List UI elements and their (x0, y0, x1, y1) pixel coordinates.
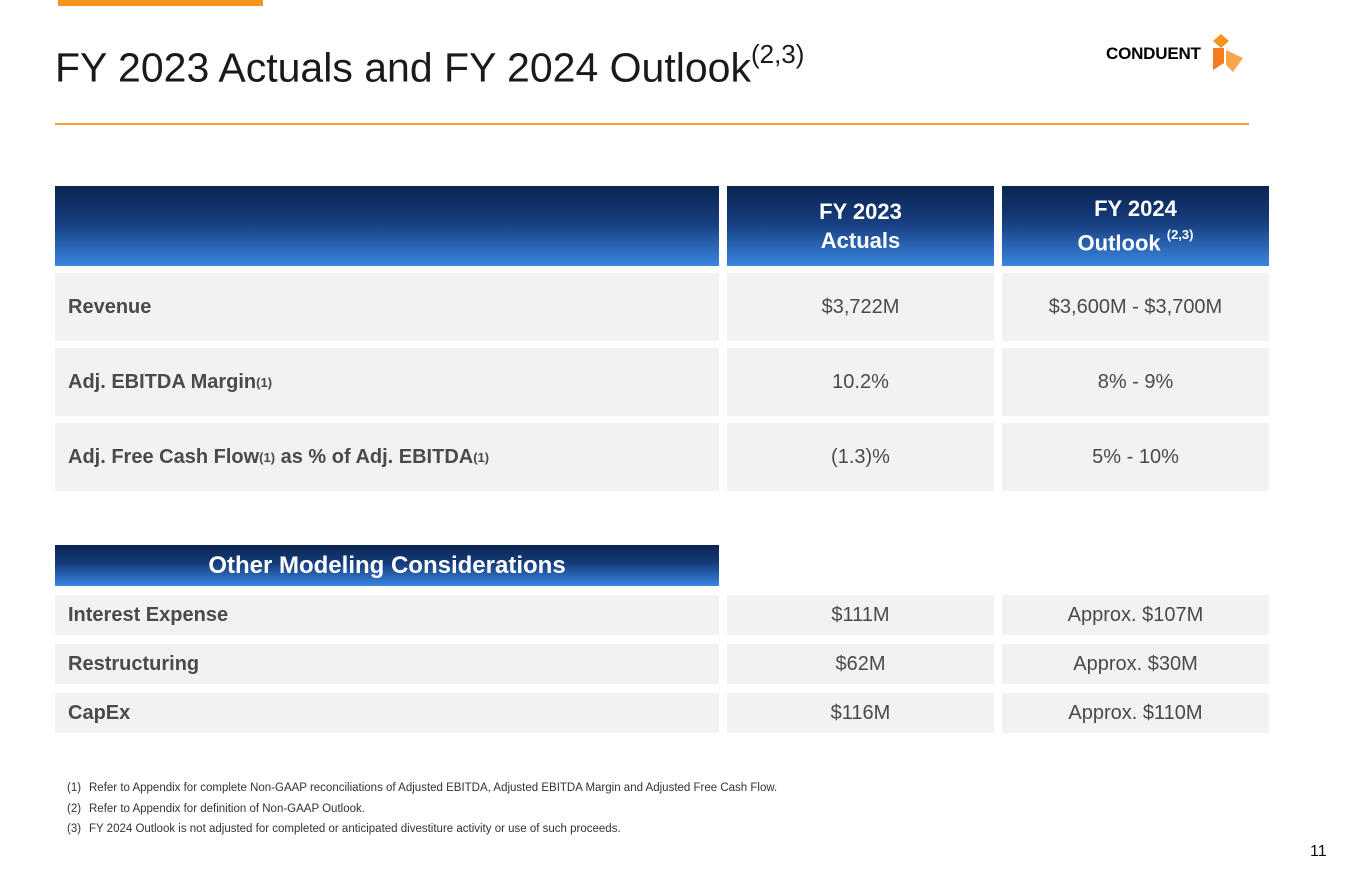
header-fy2024-line1: FY 2024 (1094, 196, 1177, 222)
cell-value: 10.2% (832, 370, 889, 393)
page-title-text: FY 2023 Actuals and FY 2024 Outlook (55, 44, 751, 91)
cell-value: Approx. $110M (1068, 701, 1203, 724)
cell-value: $3,722M (821, 295, 900, 318)
table-row-capex-actual (727, 693, 994, 733)
cell-value: $111M (831, 603, 890, 626)
footnote-text: FY 2024 Outlook is not adjusted for completed or anticipated divestiture activity or use of such proceeds. (89, 823, 621, 835)
cell-value: Approx. $30M (1073, 652, 1198, 675)
top-accent-bar (58, 0, 263, 6)
table-row-interest-label (55, 595, 719, 635)
cell-value: 5% - 10% (1092, 445, 1179, 468)
footnote-3 (67, 823, 777, 844)
row-label: CapEx (68, 701, 131, 724)
title-divider (55, 123, 1249, 125)
footnote-text: Refer to Appendix for definition of Non-GAAP Outlook. (89, 802, 365, 815)
page-title (55, 39, 805, 92)
table-row-ebitda-margin-actual (727, 348, 994, 416)
table-row-ebitda-margin-label (55, 348, 719, 416)
header-fy2024-superscript: (2,3) (1166, 227, 1194, 243)
row-label: Interest Expense (68, 603, 229, 626)
footnote-text: Refer to Appendix for complete Non-GAAP reconciliations of Adjusted EBITDA, Adjusted EBITDA Margin and Adjusted Free Cash Flow. (89, 782, 778, 794)
row-label-superscript: (1) (473, 449, 490, 465)
header-fy2024-line2: Outlook (1077, 230, 1161, 256)
cell-value: $3,600M - $3,700M (1048, 295, 1223, 318)
footnotes (67, 782, 777, 844)
row-label: Adj. Free Cash Flow (68, 445, 260, 468)
footnote-number: (1) (67, 782, 82, 794)
cell-value: Approx. $107M (1067, 603, 1204, 626)
table-row-fcf-actual (727, 423, 994, 491)
table-row-revenue-outlook (1002, 273, 1269, 341)
table-row-fcf-label (55, 423, 719, 491)
row-label-continued: as % of Adj. EBITDA (275, 445, 474, 468)
cell-value: 8% - 9% (1097, 370, 1174, 393)
table-row-restructuring-outlook (1002, 644, 1269, 684)
table-header-blank (55, 186, 719, 266)
table-row-fcf-outlook (1002, 423, 1269, 491)
cell-value: $62M (835, 652, 886, 675)
header-fy2023-line2: Actuals (820, 228, 901, 253)
other-modeling-header-text: Other Modeling Considerations (208, 551, 566, 579)
row-label: Restructuring (68, 652, 200, 675)
table-row-restructuring-actual (727, 644, 994, 684)
page-title-superscript: (2,3) (750, 39, 805, 69)
table-row-capex-label (55, 693, 719, 733)
row-label: Revenue (68, 295, 152, 318)
table-row-revenue-label (55, 273, 719, 341)
table-row-capex-outlook (1002, 693, 1269, 733)
row-label: Adj. EBITDA Margin (68, 370, 257, 393)
row-label-superscript: (1) (259, 449, 276, 465)
table-row-interest-actual (727, 595, 994, 635)
cell-value: $116M (830, 701, 891, 724)
header-fy2023-line1: FY 2023 (819, 199, 902, 224)
table-header-fy2023 (727, 186, 994, 266)
footnote-number: (3) (67, 823, 82, 835)
footnote-number: (2) (67, 802, 82, 815)
table-row-interest-outlook (1002, 595, 1269, 635)
logo-wordmark: CONDUENT (1106, 44, 1201, 63)
table-row-revenue-actual (727, 273, 994, 341)
row-label-superscript: (1) (256, 374, 273, 390)
conduent-logo (1106, 34, 1245, 74)
page-number: 11 (1310, 843, 1327, 860)
cell-value: (1.3)% (831, 445, 890, 468)
table-row-ebitda-margin-outlook (1002, 348, 1269, 416)
footnote-2 (67, 803, 777, 824)
footnote-1 (67, 782, 777, 803)
table-header-fy2024 (1002, 186, 1269, 266)
table-row-restructuring-label (55, 644, 719, 684)
conduent-logo-icon (1205, 34, 1245, 74)
other-modeling-header (55, 545, 719, 586)
